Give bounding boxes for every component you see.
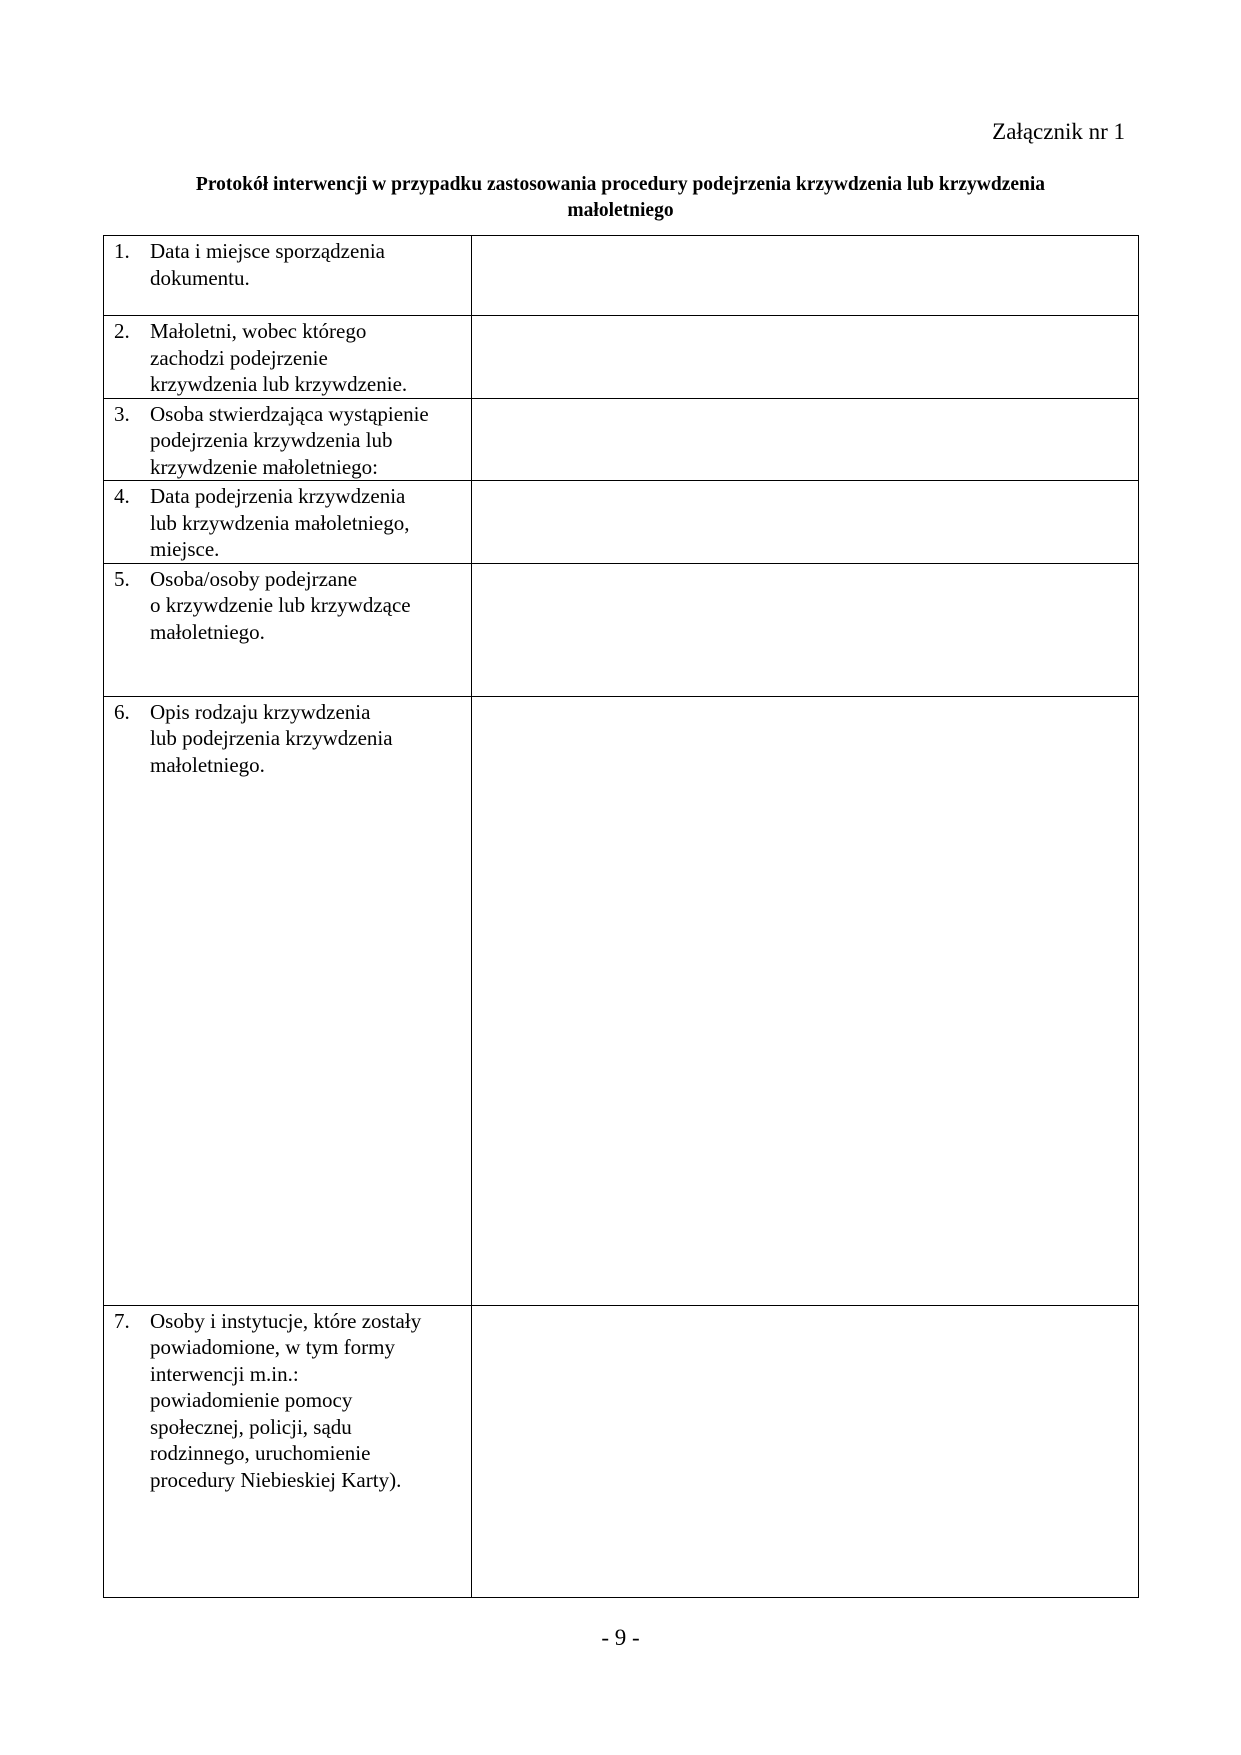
row-number: 2. <box>114 319 130 343</box>
row-label: Małoletni, wobec którego zachodzi podejrzenie krzywdzenia lub krzywdzenie. <box>150 319 408 396</box>
document-title: Protokół interwencji w przypadku zastosowania procedury podejrzenia krzywdzenia lub krzywdzenia małoletniego <box>195 174 1046 221</box>
form-row-2 <box>104 316 1139 399</box>
form-row-3 <box>104 398 1139 481</box>
row-number: 6. <box>114 699 130 724</box>
row-value-field[interactable] <box>472 481 1139 564</box>
row-label: Osoby i instytucje, które zostały powiadomione, w tym formy interwencji m.in.: powiadomienie pomocy społecznej, policji, sądu rodzinnego, uruchomienie procedury Niebieskiej Karty). <box>150 1308 422 1492</box>
row-value-field[interactable] <box>472 398 1139 481</box>
row-label: Opis rodzaju krzywdzenia lub podejrzenia krzywdzenia małoletniego. <box>150 699 393 777</box>
row-label-cell <box>104 236 472 316</box>
form-row-1 <box>104 236 1139 316</box>
row-value-field[interactable] <box>472 236 1139 316</box>
row-label: Osoba/osoby podejrzane o krzywdzenie lub krzywdzące małoletniego. <box>150 566 411 644</box>
row-label: Data i miejsce sporządzenia dokumentu. <box>150 239 385 290</box>
row-label: Osoba stwierdzająca wystąpienie podejrzenia krzywdzenia lub krzywdzenie małoletniego: <box>150 401 429 479</box>
row-label-cell <box>104 563 472 696</box>
form-row-4 <box>104 481 1139 564</box>
row-number: 5. <box>114 566 130 591</box>
row-value-field[interactable] <box>472 696 1139 1305</box>
row-value-field[interactable] <box>472 316 1139 399</box>
row-label-cell <box>104 696 472 1305</box>
row-value-field[interactable] <box>472 563 1139 696</box>
row-number: 3. <box>114 401 130 426</box>
form-row-7 <box>104 1305 1139 1597</box>
row-label-cell <box>104 481 472 564</box>
protocol-form-table <box>103 235 1139 1598</box>
row-value-field[interactable] <box>472 1305 1139 1597</box>
row-label-cell <box>104 1305 472 1597</box>
form-row-5 <box>104 563 1139 696</box>
row-label-cell <box>104 316 472 399</box>
row-number: 7. <box>114 1308 130 1333</box>
page-number: - 9 - <box>601 1625 640 1650</box>
form-row-6 <box>104 696 1139 1305</box>
row-number: 4. <box>114 484 130 508</box>
attachment-label: Załącznik nr 1 <box>992 119 1125 144</box>
row-label-cell <box>104 398 472 481</box>
row-number: 1. <box>114 239 130 263</box>
row-label: Data podejrzenia krzywdzenia lub krzywdzenia małoletniego, miejsce. <box>150 484 410 561</box>
